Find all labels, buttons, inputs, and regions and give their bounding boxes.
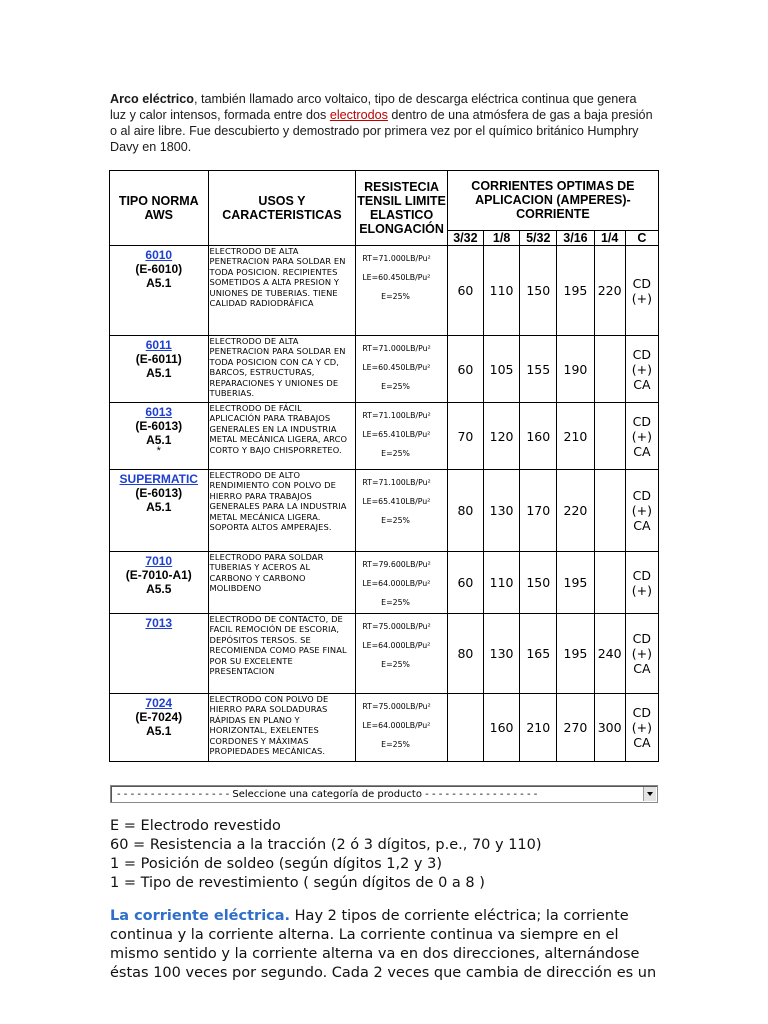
electrode-spec: A5.5: [146, 582, 172, 596]
current-type-cell: CD (+) CA: [625, 470, 658, 552]
resistencia-cell: [356, 336, 447, 403]
category-select-value: - - - - - - - - - - - - - - - - - Seleccione una categoría de producto - - - - - - - - - - - - - - - - -: [117, 789, 538, 800]
header-usos: USOS Y CARACTERISTICAS: [208, 171, 356, 246]
electrode-code-link[interactable]: 7024: [145, 696, 173, 710]
resistencia-le: LE=65.410LB/Pu²: [362, 497, 431, 506]
resistencia-rt: RT=75.000LB/Pu²: [362, 622, 431, 631]
electrode-code-link[interactable]: 7010: [145, 554, 173, 568]
electrode-spec: A5.1: [146, 276, 172, 290]
resistencia-le: LE=64.000LB/Pu²: [362, 641, 431, 650]
amperage-cell: 60: [447, 246, 483, 336]
tipo-cell: [110, 336, 209, 403]
usos-cell: ELECTRODO DE ALTA PENETRACION PARA SOLDAR EN TODA POSICION. RECIPIENTES SOMETIDOS A ALTA PRESION Y UNIONES DE TUBERIAS. TIENE CALIDAD RADIODRÁFICA: [208, 246, 356, 336]
amperage-cell: 130: [484, 470, 520, 552]
code-legend-line: 1 = Posición de soldeo (según dígitos 1,2 y 3): [110, 856, 442, 872]
table-row: [110, 336, 659, 403]
table-row: [110, 694, 659, 762]
header-corrientes: CORRIENTES OPTIMAS DE APLICACION (AMPERES)-CORRIENTE: [447, 171, 658, 231]
header-size: 5/32: [520, 230, 557, 245]
code-legend-line: E = Electrodo revestido: [110, 818, 281, 834]
table-row: [110, 403, 659, 470]
tipo-cell: [110, 470, 209, 552]
electrode-norm: (E-7010-A1): [125, 568, 192, 582]
resistencia-e: E=25%: [381, 516, 410, 525]
electrode-spec: A5.1: [146, 500, 172, 514]
amperage-cell: [594, 336, 625, 403]
current-type-cell: CD (+) CA: [625, 614, 658, 694]
tipo-cell: [110, 246, 209, 336]
amperage-cell: 80: [447, 470, 483, 552]
resistencia-e: E=25%: [381, 740, 410, 749]
header-tipo: TIPO NORMA AWS: [110, 171, 209, 246]
header-size: 1/8: [484, 230, 520, 245]
header-size: 1/4: [594, 230, 625, 245]
amperage-cell: [447, 694, 483, 762]
amperage-cell: 70: [447, 403, 483, 470]
usos-cell: ELECTRODO PARA SOLDAR TUBERIAS Y ACEROS AL CARBONO Y CARBONO MOLIBDENO: [208, 552, 356, 614]
electrode-norm: (E-6013): [135, 419, 183, 433]
code-legend: [110, 817, 542, 893]
amperage-cell: 160: [484, 694, 520, 762]
amperage-cell: 105: [484, 336, 520, 403]
usos-cell: ELECTRODO CON POLVO DE HIERRO PARA SOLDADURAS RÁPIDAS EN PLANO Y HORIZONTAL, EXELENTES CORDONES Y MÁXIMAS PROPIEDADES MECÁNICAS.: [208, 694, 356, 762]
resistencia-le: LE=65.410LB/Pu²: [362, 430, 431, 439]
corriente-text: Hay 2 tipos de corriente eléctrica; la corriente continua y la corriente alterna. La corriente continua va siempre en el mismo sentido y la corriente alterna va en dos direcciones, alternándose éstas 100 veces por segundo. Cada 2 veces que cambia de dirección es un: [110, 908, 657, 981]
table-row: [110, 246, 659, 336]
amperage-cell: 150: [520, 246, 557, 336]
table-row: [110, 614, 659, 694]
resistencia-cell: [356, 614, 447, 694]
corriente-paragraph: [110, 907, 670, 983]
amperage-cell: 195: [557, 552, 594, 614]
resistencia-e: E=25%: [381, 382, 410, 391]
code-legend-line: 60 = Resistencia a la tracción (2 ó 3 dígitos, p.e., 70 y 110): [110, 837, 542, 853]
header-size: 3/16: [557, 230, 594, 245]
intro-paragraph: [110, 91, 655, 155]
resistencia-e: E=25%: [381, 660, 410, 669]
resistencia-rt: RT=71.100LB/Pu²: [362, 411, 431, 420]
table-row: [110, 470, 659, 552]
current-type-cell: CD (+) CA: [625, 336, 658, 403]
usos-cell: ELECTRODO DE FÁCIL APLICACIÓN PARA TRABAJOS GENERALES EN LA INDUSTRIA METAL MECÁNICA LIGERA, ARCO CORTO Y BAJO CHISPORRETEO.: [208, 403, 356, 470]
electrode-table: [109, 170, 659, 762]
current-type-cell: CD (+) CA: [625, 403, 658, 470]
electrode-norm: (E-6013): [135, 486, 183, 500]
resistencia-e: E=25%: [381, 292, 410, 301]
amperage-cell: 160: [520, 403, 557, 470]
electrode-spec: A5.1: [146, 433, 172, 447]
resistencia-le: LE=64.000LB/Pu²: [362, 579, 431, 588]
dropdown-arrow-icon[interactable]: [643, 787, 656, 801]
amperage-cell: 170: [520, 470, 557, 552]
corriente-title: La corriente eléctrica.: [110, 908, 291, 924]
code-legend-line: 1 = Tipo de revestimiento ( según dígitos de 0 a 8 ): [110, 875, 485, 891]
amperage-cell: 220: [557, 470, 594, 552]
amperage-cell: 195: [557, 246, 594, 336]
amperage-cell: 110: [484, 552, 520, 614]
intro-text-1: , también llamado arco voltaico, tipo de descarga eléctrica continua que genera luz y calor intensos, formada entre dos: [110, 92, 637, 122]
amperage-cell: 60: [447, 552, 483, 614]
electrode-code-link[interactable]: 6013: [145, 405, 173, 419]
tipo-cell: [110, 694, 209, 762]
amperage-cell: 155: [520, 336, 557, 403]
resistencia-rt: RT=79.600LB/Pu²: [362, 560, 431, 569]
resistencia-e: E=25%: [381, 598, 410, 607]
tipo-cell: [110, 614, 209, 694]
amperage-cell: 60: [447, 336, 483, 403]
intro-text-2: dentro de una atmósfera de gas a baja presión o al aire libre. Fue descubierto y demostrado por primera vez por el químico británico Humphry Davy en 1800.: [110, 108, 653, 154]
electrode-code-link[interactable]: SUPERMATIC: [119, 472, 198, 486]
resistencia-le: LE=60.450LB/Pu²: [362, 273, 431, 282]
electrode-code-link[interactable]: 6011: [145, 338, 172, 352]
resistencia-cell: [356, 552, 447, 614]
table-row: [110, 552, 659, 614]
electrode-norm: (E-7024): [135, 710, 183, 724]
amperage-cell: 190: [557, 336, 594, 403]
amperage-cell: 80: [447, 614, 483, 694]
amperage-cell: 195: [557, 614, 594, 694]
electrode-norm: (E-6010): [135, 262, 183, 276]
amperage-cell: 270: [557, 694, 594, 762]
amperage-cell: 120: [484, 403, 520, 470]
resistencia-rt: RT=71.100LB/Pu²: [362, 478, 431, 487]
category-select[interactable]: [110, 785, 658, 803]
amperage-cell: 220: [594, 246, 625, 336]
resistencia-rt: RT=75.000LB/Pu²: [362, 702, 431, 711]
amperage-cell: 130: [484, 614, 520, 694]
current-type-cell: CD (+): [625, 552, 658, 614]
current-type-cell: CD (+): [625, 246, 658, 336]
amperage-cell: 210: [557, 403, 594, 470]
resistencia-le: LE=64.000LB/Pu²: [362, 721, 431, 730]
resistencia-cell: [356, 246, 447, 336]
amperage-cell: 165: [520, 614, 557, 694]
resistencia-cell: [356, 694, 447, 762]
header-size: C: [625, 230, 658, 245]
resistencia-cell: [356, 403, 447, 470]
resistencia-e: E=25%: [381, 449, 410, 458]
resistencia-rt: RT=71.000LB/Pu²: [362, 254, 431, 263]
electrode-code-link[interactable]: 6010: [145, 248, 173, 262]
amperage-cell: 240: [594, 614, 625, 694]
electrode-spec: A5.1: [146, 724, 172, 738]
electrode-note-mark: *: [156, 445, 161, 457]
amperage-cell: [594, 403, 625, 470]
amperage-cell: 210: [520, 694, 557, 762]
usos-cell: ELECTRODO DE ALTO RENDIMIENTO CON POLVO DE HIERRO PARA TRABAJOS GENERALES PARA LA INDUSTRIA METAL MECÁNICA LIGERA. SOPORTA ALTOS AMPERAJES.: [208, 470, 356, 552]
resistencia-le: LE=60.450LB/Pu²: [362, 363, 431, 372]
tipo-cell: [110, 403, 209, 470]
amperage-cell: 300: [594, 694, 625, 762]
usos-cell: ELECTRODO DE ALTA PENETRACION PARA SOLDAR EN TODA POSICION CON CA Y CD, BARCOS, ESTRUCTURAS, REPARACIONES Y UNIONES DE TUBERIAS.: [208, 336, 356, 403]
intro-title: Arco eléctrico: [110, 92, 194, 106]
resistencia-cell: [356, 470, 447, 552]
tipo-cell: [110, 552, 209, 614]
current-type-cell: CD (+) CA: [625, 694, 658, 762]
header-size: 3/32: [447, 230, 483, 245]
usos-cell: ELECTRODO DE CONTACTO, DE FACIL REMOCIÓN DE ESCORIA, DEPÓSITOS TERSOS. SE RECOMIENDA COMO PASE FINAL POR SU EXCELENTE PRESENTACION: [208, 614, 356, 694]
amperage-cell: 150: [520, 552, 557, 614]
resistencia-rt: RT=71.000LB/Pu²: [362, 344, 431, 353]
header-resistencia: RESISTECIA TENSIL LIMITE ELASTICO ELONGACIÓN: [356, 171, 447, 246]
electrode-spec: A5.1: [146, 366, 172, 380]
amperage-cell: 110: [484, 246, 520, 336]
amperage-cell: [594, 552, 625, 614]
amperage-cell: [594, 470, 625, 552]
electrodos-link[interactable]: electrodos: [329, 108, 388, 122]
electrode-norm: (E-6011): [135, 352, 182, 366]
electrode-code-link[interactable]: 7013: [145, 616, 173, 630]
